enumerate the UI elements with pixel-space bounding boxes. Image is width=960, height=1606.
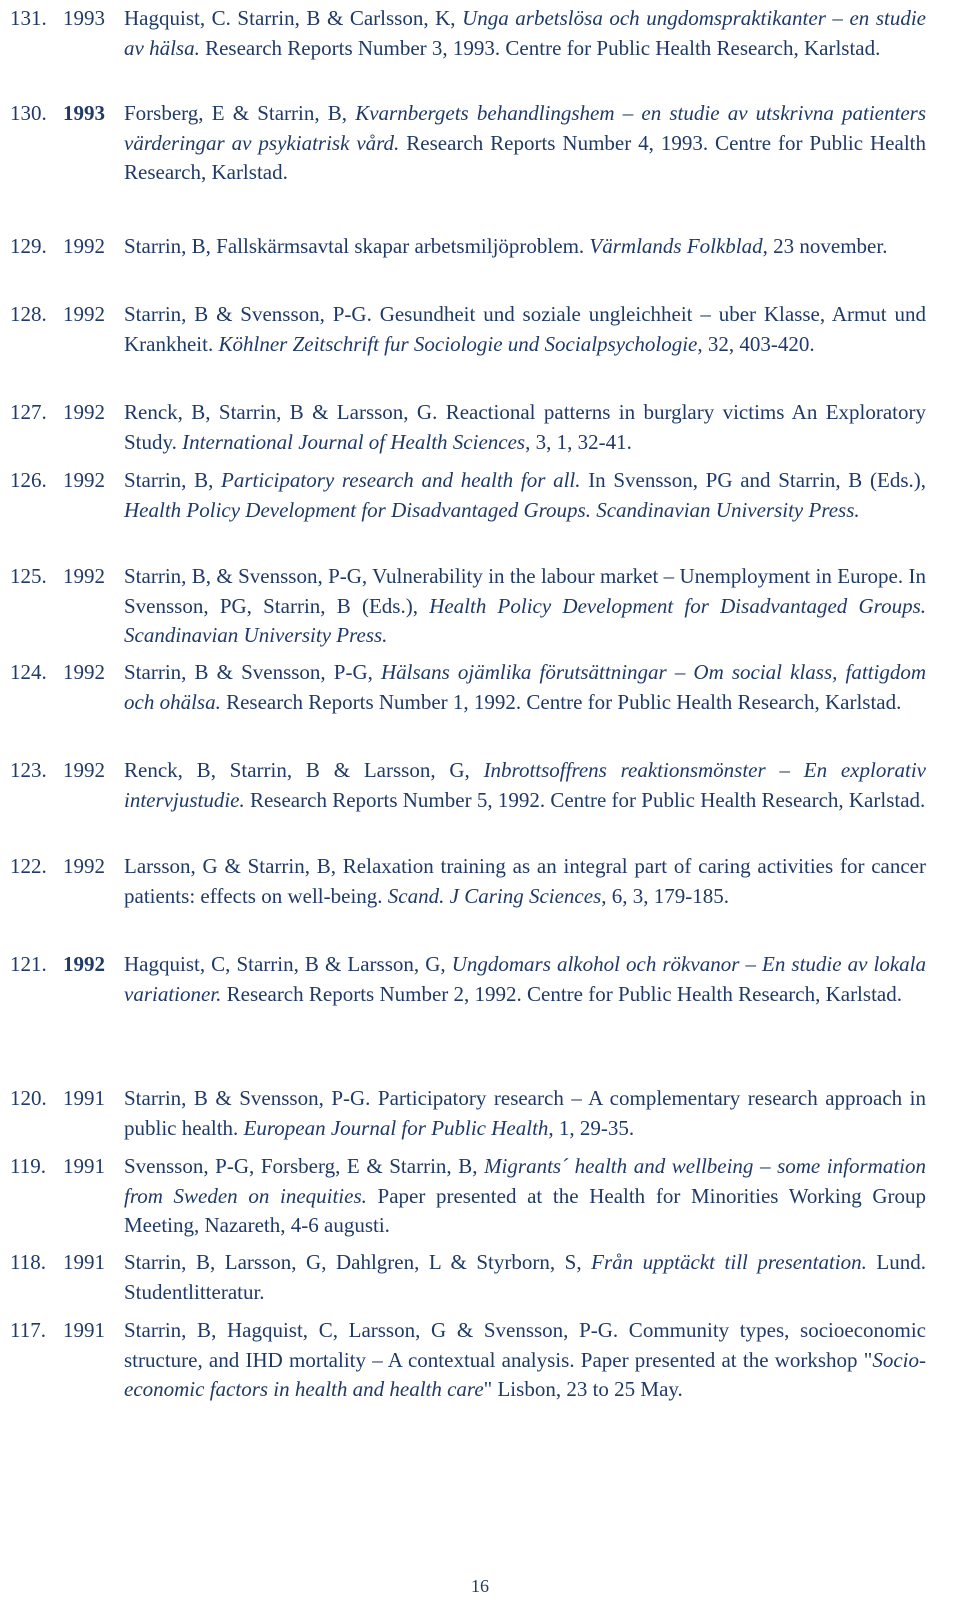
reference-entry bbox=[0, 658, 952, 717]
citation-text: " Lisbon, 23 to 25 May. bbox=[483, 1377, 683, 1401]
entry-number: 117. bbox=[10, 1318, 46, 1342]
entry-number: 120. bbox=[10, 1086, 47, 1110]
entry-citation bbox=[124, 1084, 926, 1143]
citation-title: Socio-economic factors in health and health care bbox=[124, 1347, 926, 1401]
entry-number: 123. bbox=[10, 758, 47, 782]
entry-citation bbox=[124, 466, 926, 525]
entry-number: 124. bbox=[10, 660, 47, 684]
citation-text: Research Reports Number 2, 1992. Centre for Public Health Research, Karlstad. bbox=[221, 981, 902, 1006]
entry-number: 128. bbox=[10, 302, 47, 326]
entry-number: 125. bbox=[10, 564, 47, 588]
citation-text: Starrin, B & Svensson, P-G. Gesundheit und soziale ungleichheit – uber Klasse, Armut und Krankheit. bbox=[124, 302, 926, 356]
entry-citation bbox=[124, 756, 926, 815]
entry-year: 1993 bbox=[63, 101, 105, 125]
entry-number: 119. bbox=[10, 1154, 46, 1178]
citation-text: Starrin, B, Hagquist, C, Larsson, G & Svensson, P-G. Community types, socioeconomic structure, and IHD mortality – A contextual analysis. Paper presented at the workshop " bbox=[124, 1318, 926, 1372]
citation-title: Från upptäckt till presentation. bbox=[591, 1250, 867, 1274]
entry-year: 1991 bbox=[63, 1086, 105, 1110]
entry-number: 129. bbox=[10, 234, 47, 258]
entry-citation bbox=[124, 232, 926, 262]
entry-year: 1991 bbox=[63, 1250, 105, 1274]
citation-text: Hagquist, C, Starrin, B & Larsson, G, bbox=[124, 952, 452, 976]
citation-title: Ungdomars alkohol och rökvanor – En studie av lokala variationer. bbox=[124, 952, 927, 1006]
entry-citation bbox=[124, 950, 926, 1009]
citation-title: Värmlands Folkblad bbox=[589, 234, 763, 258]
entry-year: 1992 bbox=[63, 468, 105, 492]
entry-citation bbox=[124, 4, 926, 63]
entry-citation bbox=[124, 99, 926, 188]
reference-entry bbox=[0, 756, 952, 815]
reference-entry bbox=[0, 232, 952, 262]
citation-text: Forsberg, E & Starrin, B, bbox=[124, 101, 356, 125]
entry-year: 1992 bbox=[63, 234, 105, 258]
entry-year: 1992 bbox=[63, 400, 105, 424]
citation-text: Lund. Studentlitteratur. bbox=[124, 1250, 927, 1304]
reference-entry bbox=[0, 99, 952, 188]
citation-title: Migrants´ health and wellbeing – some information from Sweden on inequities. bbox=[124, 1154, 926, 1208]
entry-year: 1992 bbox=[63, 564, 105, 588]
citation-text: In Svensson, PG and Starrin, B (Eds.), bbox=[580, 468, 926, 492]
citation-title: International Journal of Health Sciences bbox=[182, 429, 526, 454]
entry-year: 1991 bbox=[63, 1318, 105, 1342]
entry-year: 1992 bbox=[63, 302, 105, 326]
citation-text: Starrin, B, Fallskärmsavtal skapar arbetsmiljöproblem. bbox=[124, 234, 590, 258]
citation-text: , 23 november. bbox=[762, 234, 888, 258]
citation-title: Health Policy Development for Disadvantaged Groups. Scandinavian University Press. bbox=[124, 497, 860, 522]
citation-title: Köhlner Zeitschrift fur Sociologie und Socialpsychologie bbox=[218, 331, 698, 356]
citation-text: Research Reports Number 4, 1993. Centre for Public Health Research, Karlstad. bbox=[124, 130, 926, 184]
citation-title: Kvarnbergets behandlingshem – en studie av utskrivna patienters värderingar av psykiatrisk vård. bbox=[124, 101, 926, 155]
reference-entry bbox=[0, 1248, 952, 1307]
entry-citation bbox=[124, 658, 926, 717]
entry-citation bbox=[124, 852, 926, 911]
entry-number: 122. bbox=[10, 854, 47, 878]
citation-title: Health Policy Development for Disadvantaged Groups. Scandinavian University Press. bbox=[124, 593, 926, 647]
citation-text: , 1, 29-35. bbox=[548, 1115, 635, 1140]
entry-citation bbox=[124, 398, 926, 457]
citation-text: Renck, B, Starrin, B & Larsson, G. Reactional patterns in burglary victims An Exploratory Study. bbox=[124, 400, 926, 454]
citation-text: Research Reports Number 1, 1992. Centre for Public Health Research, Karlstad. bbox=[220, 689, 902, 714]
entry-year: 1992 bbox=[63, 758, 105, 782]
citation-title: Hälsans ojämlika förutsättningar – Om social klass, fattigdom och ohälsa. bbox=[124, 660, 926, 714]
citation-text: Larsson, G & Starrin, B, Relaxation training as an integral part of caring activities for cancer patients: effects on well-being. bbox=[124, 854, 926, 908]
reference-entry bbox=[0, 4, 952, 63]
citation-text: Starrin, B, Larsson, G, Dahlgren, L & Styrborn, S, bbox=[124, 1250, 592, 1274]
entry-number: 130. bbox=[10, 101, 47, 125]
entry-year: 1992 bbox=[63, 952, 105, 976]
citation-text: , 32, 403-420. bbox=[697, 331, 815, 356]
citation-title: Scand. J Caring Sciences bbox=[387, 883, 602, 908]
entry-number: 127. bbox=[10, 400, 47, 424]
citation-text: Hagquist, C. Starrin, B & Carlsson, K, bbox=[124, 6, 463, 30]
citation-text: Renck, B, Starrin, B & Larsson, G, bbox=[124, 758, 484, 782]
citation-text: Starrin, B, bbox=[124, 468, 222, 492]
citation-title: European Journal for Public Health bbox=[243, 1115, 549, 1140]
citation-text: Paper presented at the Health for Minorities Working Group Meeting, Nazareth, 4-6 augusti. bbox=[124, 1183, 926, 1237]
reference-entry bbox=[0, 1316, 952, 1405]
entry-citation bbox=[124, 1152, 926, 1241]
citation-text: , 6, 3, 179-185. bbox=[601, 883, 729, 908]
citation-text: Starrin, B, & Svensson, P-G, Vulnerability in the labour market – Unemployment in Europe. In Svensson, PG, Starrin, B (Eds.), bbox=[124, 564, 926, 618]
reference-entry bbox=[0, 852, 952, 911]
citation-text: Starrin, B & Svensson, P-G, bbox=[124, 660, 381, 684]
entry-citation bbox=[124, 1316, 926, 1405]
entry-year: 1992 bbox=[63, 854, 105, 878]
page-number: 16 bbox=[471, 1576, 489, 1596]
citation-text: Research Reports Number 5, 1992. Centre for Public Health Research, Karlstad. bbox=[244, 787, 926, 812]
citation-text: Research Reports Number 3, 1993. Centre for Public Health Research, Karlstad. bbox=[199, 35, 881, 60]
citation-text: Starrin, B & Svensson, P-G. Participatory research – A complementary research approach in public health. bbox=[124, 1086, 926, 1140]
citation-text: , 3, 1, 32-41. bbox=[525, 429, 632, 454]
citation-text: Svensson, P-G, Forsberg, E & Starrin, B, bbox=[124, 1154, 485, 1178]
entry-number: 121. bbox=[10, 952, 47, 976]
entry-citation bbox=[124, 562, 926, 651]
reference-entry bbox=[0, 398, 952, 457]
reference-entry bbox=[0, 1084, 952, 1143]
citation-title: Inbrottsoffrens reaktionsmönster – En explorativ intervjustudie. bbox=[124, 758, 926, 812]
reference-entry bbox=[0, 300, 952, 359]
reference-entry bbox=[0, 950, 952, 1009]
reference-entry bbox=[0, 1152, 952, 1241]
entry-year: 1991 bbox=[63, 1154, 105, 1178]
entry-year: 1992 bbox=[63, 660, 105, 684]
entry-number: 131. bbox=[10, 6, 47, 30]
entry-citation bbox=[124, 300, 926, 359]
reference-entry bbox=[0, 562, 952, 651]
citation-title: Participatory research and health for all. bbox=[221, 468, 581, 492]
entry-citation bbox=[124, 1248, 926, 1307]
citation-title: Unga arbetslösa och ungdomspraktikanter – en studie av hälsa. bbox=[124, 6, 927, 60]
entry-number: 126. bbox=[10, 468, 47, 492]
entry-year: 1993 bbox=[63, 6, 105, 30]
reference-entry bbox=[0, 466, 952, 525]
entry-number: 118. bbox=[10, 1250, 46, 1274]
